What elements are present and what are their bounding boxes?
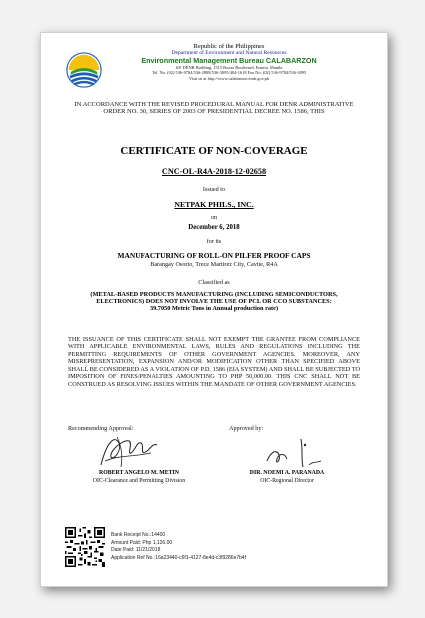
classified-label: Classified as <box>198 279 230 286</box>
application-ref: Application Ref No.:16a23440-c6f1-4127-8e4d-c3f9286e7b4f <box>111 554 247 561</box>
left-signatory-name: ROBERT ANGELO M. METIN <box>99 470 179 476</box>
intro-text: IN ACCORDANCE WITH THE REVISED PROCEDURAL MANUAL FOR DENR ADMINISTRATIVE ORDER NO. 30, SERIES OF 2003 OF PRESIDENTIAL DECREE NO. 1586, THIS <box>74 101 354 116</box>
republic-line: Republic of the Philippines <box>193 43 265 50</box>
date-paid: Date Paid: 11/21/2018 <box>111 547 161 553</box>
left-signatory-position: OIC-Clearance and Permitting Division <box>92 478 186 484</box>
issue-date: December 6, 2018 <box>188 224 240 231</box>
amount-paid: Amount Paid: Php 1,126.00 <box>111 539 173 546</box>
left-signature-icon <box>93 431 163 471</box>
issued-to-label: Issued to <box>202 186 226 193</box>
building-line: 6/F DENR Building, 1515 Roxas Boulevard, Ermita, Manila <box>175 65 283 71</box>
company-name: NETPAK PHILS., INC. <box>174 200 254 209</box>
bureau-line: Environmental Management Bureau CALABARZON <box>141 55 317 65</box>
website-line: Visit us at http://www.calabarzon.emb.gov.ph <box>188 76 269 82</box>
bank-receipt-no: Bank Receipt No.:14400 <box>111 532 166 538</box>
on-label: on <box>210 214 218 221</box>
classification-text: (METAL-BASED PRODUCTS MANUFACTURING (INCLUDING SEMICONDUCTORS, ELECTRONICS) DOES NOT INVOLVE THE USE OF PCL OR CCO SUBSTANCES: <box>90 291 338 306</box>
letterhead <box>91 43 367 81</box>
for-label: for its <box>206 238 222 245</box>
certificate-page <box>40 32 388 587</box>
right-signature-icon <box>261 435 327 471</box>
classification-block <box>83 291 345 313</box>
project-name: MANUFACTURING OF ROLL-ON PILFER PROOF CAPS <box>117 251 311 260</box>
conditions-paragraph: THE ISSUANCE OF THIS CERTIFICATE SHALL NOT EXEMPT THE GRANTEE FROM COMPLIANCE WITH APPLICABLE ENVIRONMENTAL LAWS, RULES AND REGULATIONS INCLUDING THE PERMITTING REQUIREMENTS OF OTHER GOVERNMENT AGENCIES. MOREOVER, ANY MISREPRESENTATION, EXPANSION AND/OR MODIFICATION OTHER THAN SPECIFIED ABOVE SHALL BE CONSIDERED AS A VIOLATION OF P.D. 1586 (EIA SYSTEM) AND SHALL BE SUBJECTED TO IMPOSITION OF FINES/PENALTIES AMOUNTING TO PHP 50,000.00. THIS CNC SHALL NOT BE CONSTRUED AS RESOLVING ISSUES WITHIN THE MANDATE OF OTHER GOVERNMENT AGENCIES. <box>68 336 360 388</box>
certificate-title: CERTIFICATE OF NON-COVERAGE <box>120 145 308 157</box>
right-signatory-position: OIC-Regional Director <box>260 478 314 484</box>
certificate-number: CNC-OL-R4A-2018-12-02658 <box>161 167 267 176</box>
production-rate: 39.7050 Metric Tons in Annual production rate) <box>149 305 279 313</box>
approved-label: Approved by: <box>229 425 264 432</box>
department-line: Department of Environment and Natural Resources <box>171 50 287 57</box>
recommending-label: Recommending Approval: <box>68 425 134 432</box>
right-signatory-name: DIR. NOEMI A. PARANADA <box>249 470 325 476</box>
payment-receipt <box>111 532 246 562</box>
qr-code-icon <box>65 527 105 567</box>
project-address: Barangay Osorio, Trece Martirez City, Cavite, R4A <box>150 261 278 268</box>
phones-line: Tel. No. (02) 536-9784/536-2808/536-3095/404-1618 Fax No. (02) 536-9784/536-3095 <box>151 70 307 76</box>
